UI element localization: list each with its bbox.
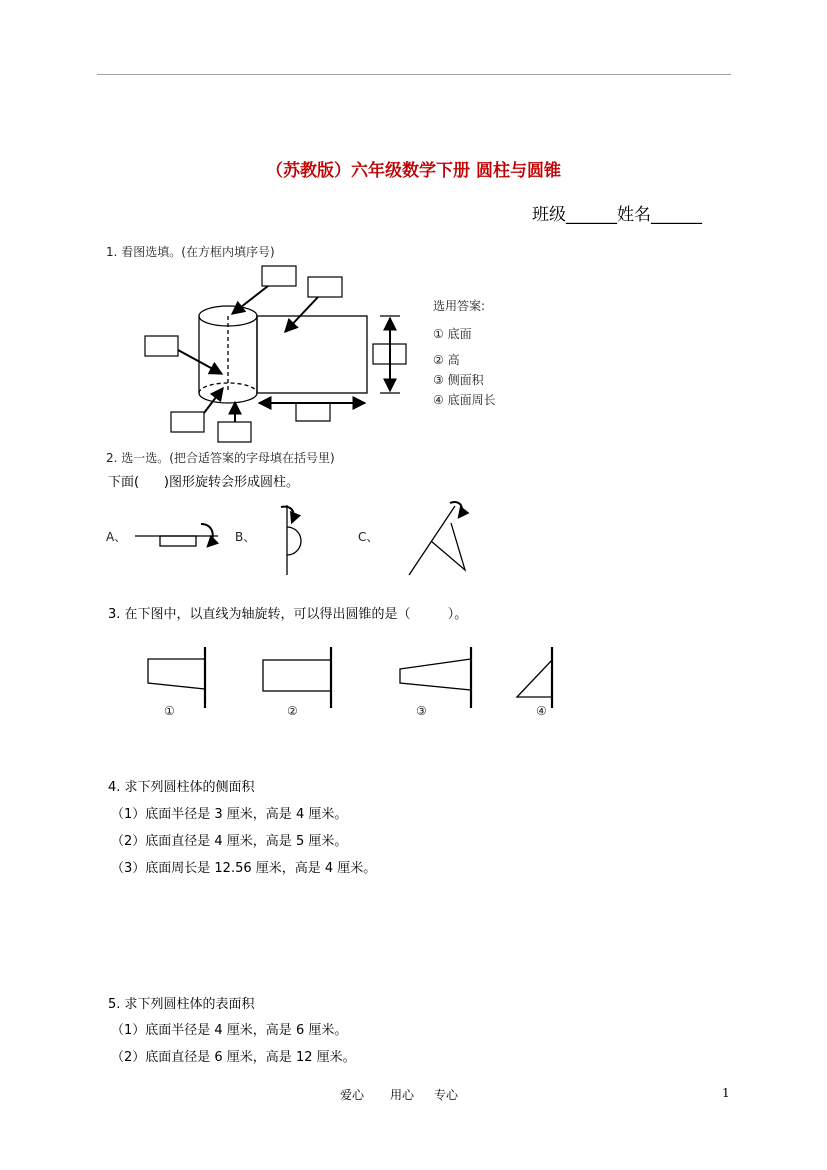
q1-option-2: ② 高: [433, 353, 460, 367]
q2-label-c: C、: [358, 530, 379, 544]
q4-item-1: （1）底面半径是 3 厘米，高是 4 厘米。: [111, 807, 348, 822]
q1-option-4: ④ 底面周长: [433, 393, 496, 407]
page-number: 1: [722, 1086, 730, 1100]
footer-word-1: 爱心: [340, 1088, 365, 1102]
footer-word-2: 用心: [390, 1088, 415, 1102]
q4-item-2: （2）底面直径是 4 厘米，高是 5 厘米。: [111, 834, 348, 849]
q3-label-3: ③: [416, 704, 427, 718]
q2-heading: 2. 选一选。(把合适答案的字母填在括号里): [106, 451, 335, 465]
q2-label-a: A、: [106, 530, 127, 544]
q2-prompt: 下面( )图形旋转会形成圆柱。: [108, 475, 299, 490]
q5-item-1: （1）底面半径是 4 厘米，高是 6 厘米。: [111, 1023, 348, 1038]
q1-options-title: 选用答案:: [433, 299, 486, 313]
footer-word-3: 专心: [434, 1088, 459, 1102]
q1-heading: 1. 看图选填。(在方框内填序号): [106, 245, 275, 259]
class-name-line: 班级______姓名______: [532, 205, 702, 225]
q3-label-4: ④: [536, 704, 547, 718]
q1-option-1: ① 底面: [433, 327, 472, 341]
q4-item-3: （3）底面周长是 12.56 厘米，高是 4 厘米。: [111, 861, 377, 876]
q3-prompt: 3. 在下图中，以直线为轴旋转，可以得出圆锥的是（ ）。: [108, 607, 468, 622]
q3-label-1: ①: [164, 704, 175, 718]
page-title: （苏教版）六年级数学下册 圆柱与圆锥: [266, 161, 561, 181]
q5-heading: 5. 求下列圆柱体的表面积: [108, 997, 255, 1012]
q4-heading: 4. 求下列圆柱体的侧面积: [108, 780, 255, 795]
q3-label-2: ②: [287, 704, 298, 718]
q1-option-3: ③ 侧面积: [433, 373, 484, 387]
q2-label-b: B、: [235, 530, 256, 544]
q5-item-2: （2）底面直径是 6 厘米，高是 12 厘米。: [111, 1050, 356, 1065]
